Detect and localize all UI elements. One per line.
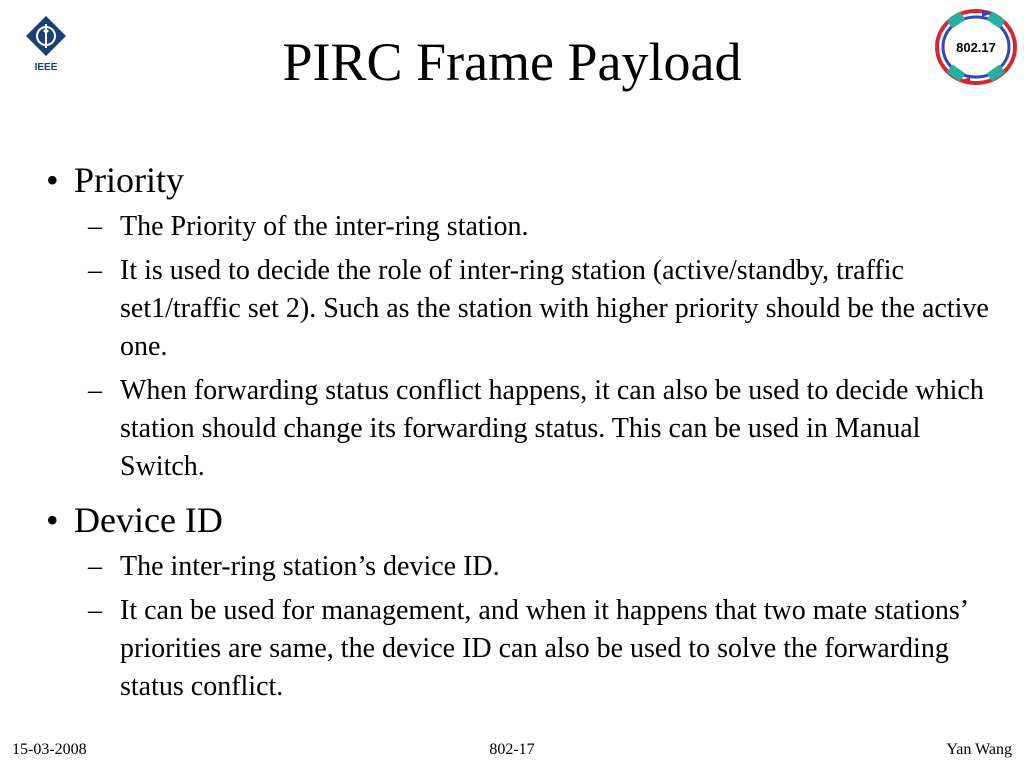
footer-center-label: 802-17 [489,741,535,758]
ieee-logo-text: IEEE [34,62,58,73]
sub-bullet-text: It is used to decide the role of inter-ring station (active/standby, traffic set1/traffic set 2). Such as the station with higher priority should be the active one. [120,255,989,362]
sub-bullet-text: The inter-ring station’s device ID. [120,551,500,582]
sub-bullet [46,372,1000,486]
priority-sub-list [46,208,1006,486]
sub-bullet [46,548,1000,586]
sub-bullet [46,592,1000,706]
sub-bullet-text: The Priority of the inter-ring station. [120,211,529,242]
slide-title: PIRC Frame Payload [282,32,742,92]
device-id-sub-list [46,548,1006,706]
bullet-heading: Device ID [74,500,223,540]
sub-bullet [46,208,1000,246]
ring-logo-text: 802.17 [956,40,996,55]
dash-marker: – [88,375,102,406]
bullet-device-id [46,500,1006,540]
bullet-priority [46,160,1006,200]
sub-bullet [46,252,1000,366]
bullet-heading: Priority [74,160,185,200]
slide-body [46,160,1006,720]
sub-bullet-text: It can be used for management, and when it happens that two mate stations’ priorities are same, the device ID can also be used to solve the forwarding status conflict. [120,595,967,702]
footer-date: 15-03-2008 [12,741,87,758]
bullet-marker: • [46,160,59,200]
bullet-marker: • [46,500,59,540]
dash-marker: – [88,595,102,626]
dash-marker: – [88,255,102,286]
footer-author: Yan Wang [946,741,1012,758]
dash-marker: – [88,551,102,582]
sub-bullet-text: When forwarding status conflict happens, it can also be used to decide which station should change its forwarding status. This can be used in Manual Switch. [120,375,984,482]
dash-marker: – [88,211,102,242]
